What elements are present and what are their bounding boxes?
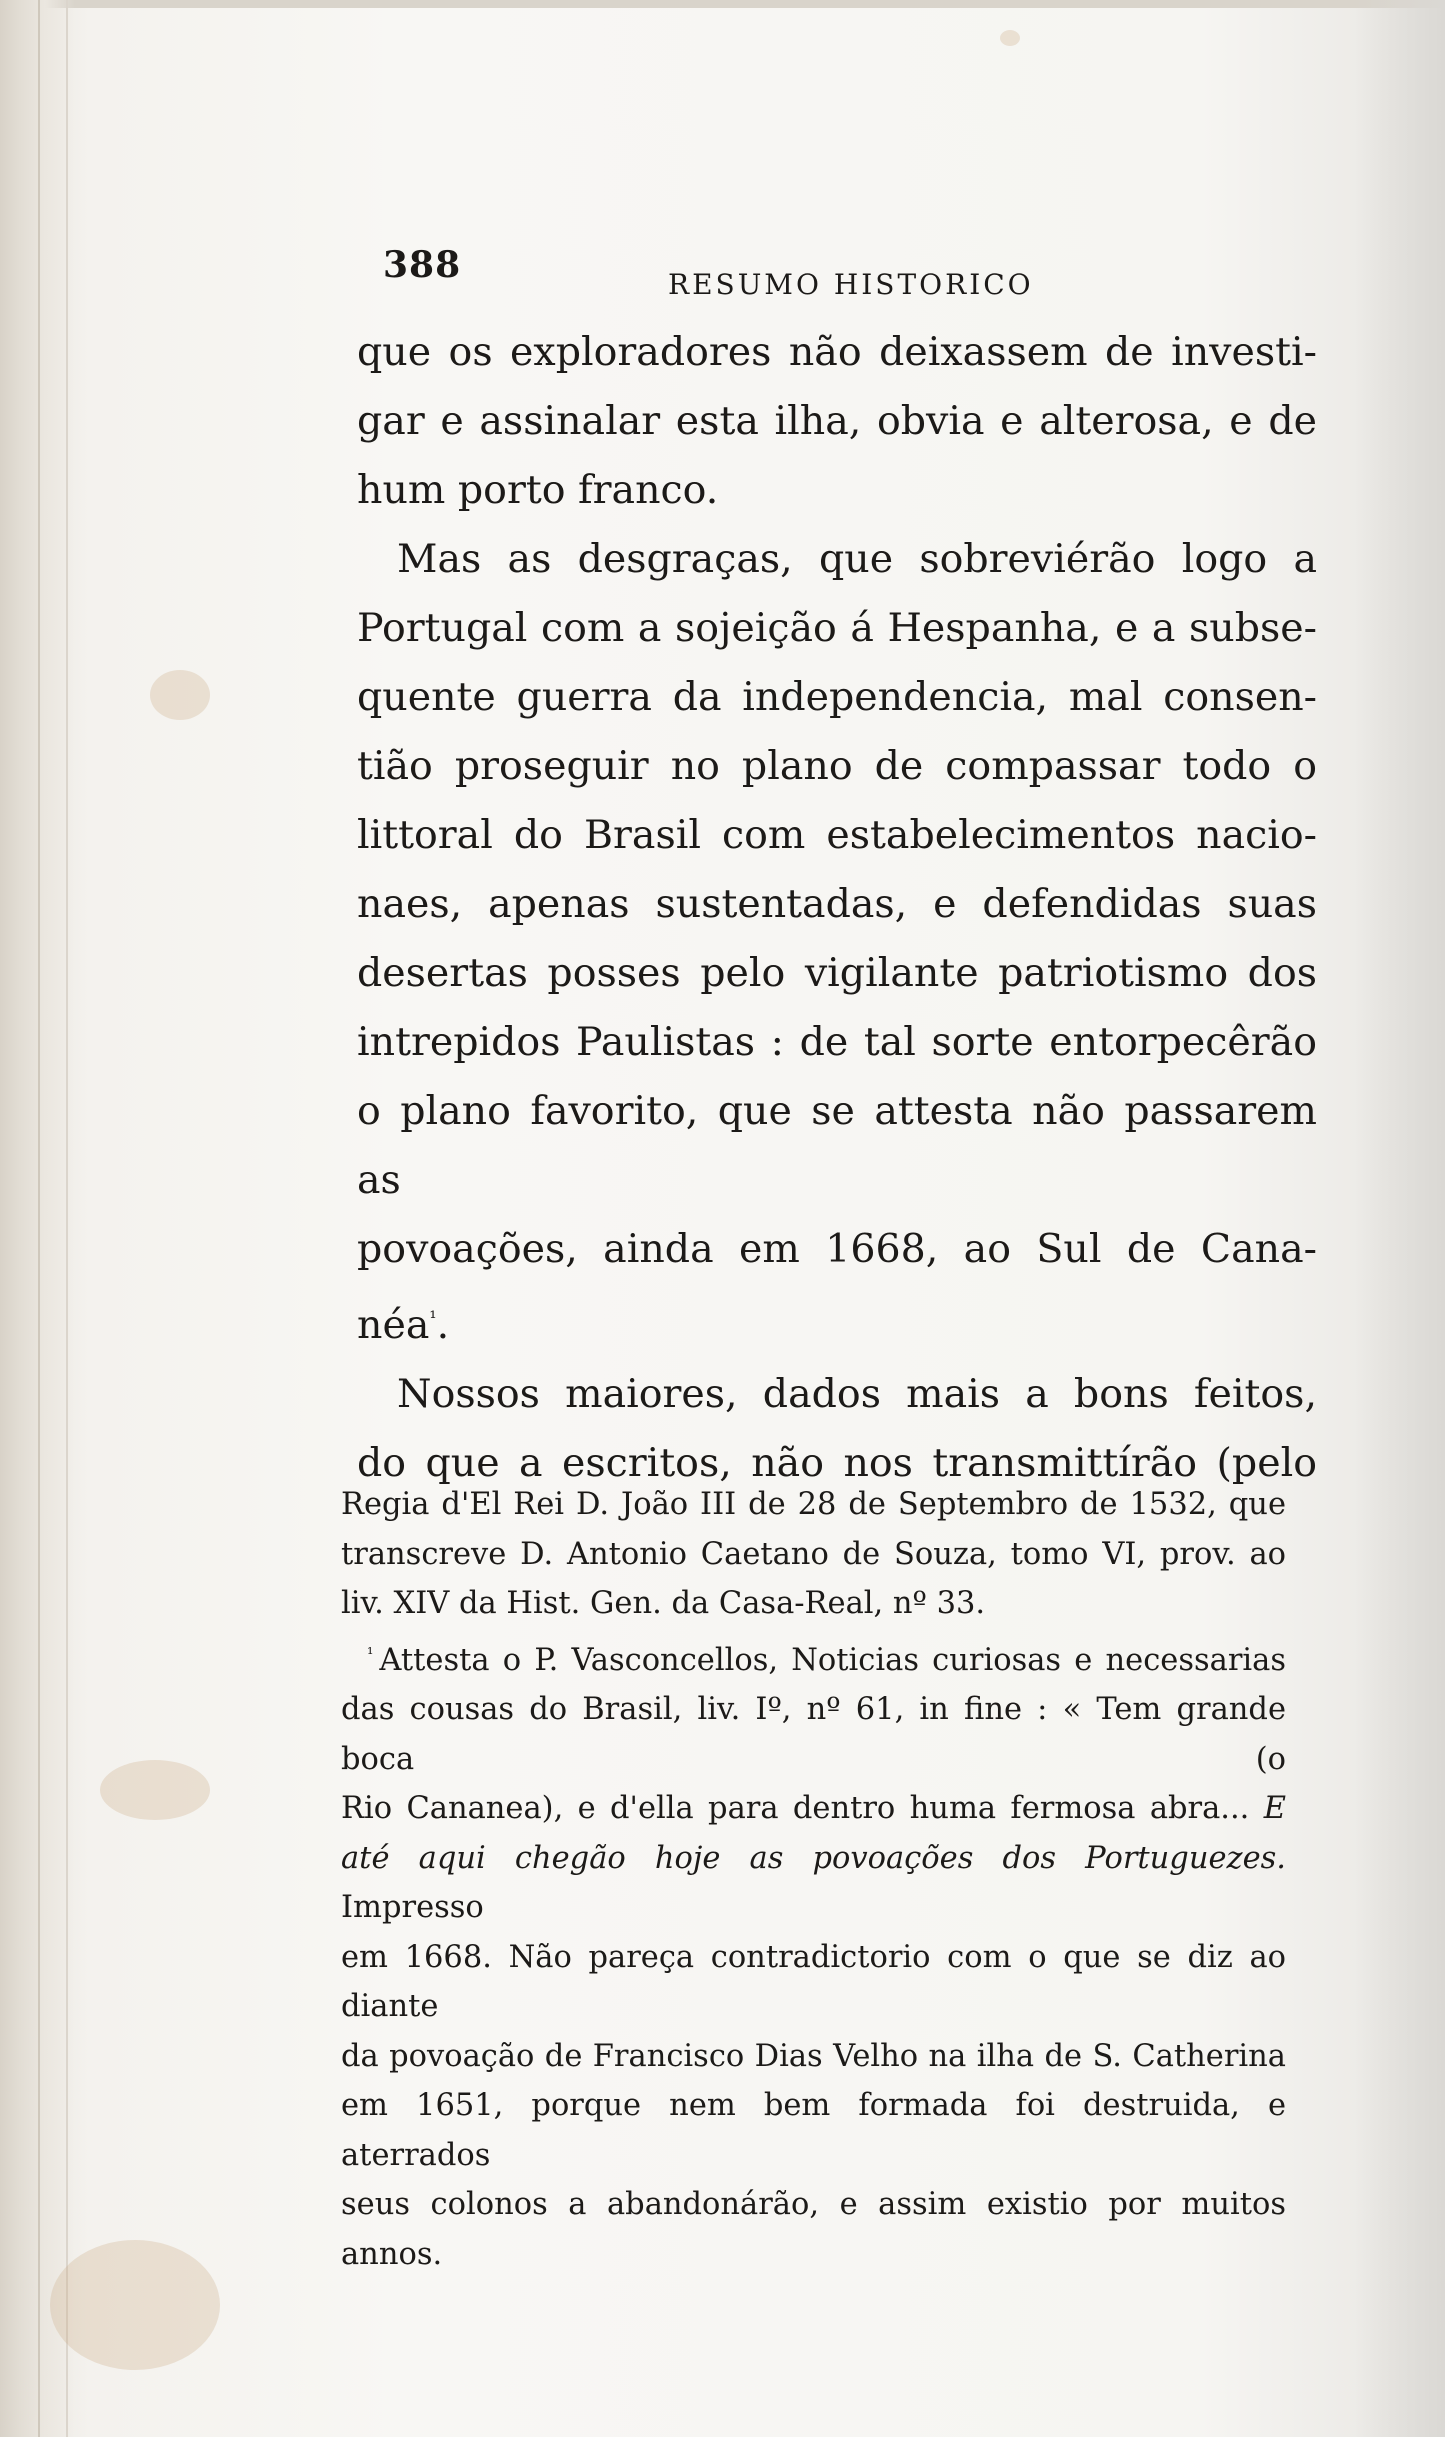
footnote-line: Regia d'El Rei D. João III de 28 de Septembro de 1532, que [341, 1487, 1286, 1522]
footnote-line: transcreve D. Antonio Caetano de Souza, tomo VI, prov. ao [341, 1536, 1286, 1572]
text-line: hum porto franco. [357, 467, 719, 513]
text-line: Nossos maiores, dados mais a bons feitos, [397, 1371, 1317, 1418]
page-edge-shadow [1355, 0, 1445, 2437]
text-line: o plano favorito, que se attesta não passarem as [357, 1088, 1317, 1203]
text-line: Portugal com a sojeição á Hespanha, e a subse- [357, 605, 1317, 651]
text-line: quente guerra da independencia, mal consen- [357, 674, 1317, 720]
text-line [357, 1284, 1317, 1360]
footnote-line: da povoação de Francisco Dias Velho na ilha de S. Catherina [341, 2038, 1286, 2074]
foxing-stain [50, 2240, 220, 2370]
footnote-line [341, 1784, 1286, 1834]
text-line: Mas as desgraças, que sobreviérão logo a [397, 536, 1317, 582]
footnote-line [341, 1629, 1286, 1686]
footnote-line [341, 1834, 1286, 1933]
running-head: RESUMO HISTORICO [668, 268, 1034, 301]
text-fragment: Rio Cananea), e d'ella para dentro huma fermosa abra... [341, 1791, 1264, 1827]
footnote-line: liv. XIV da Hist. Gen. da Casa-Real, nº 33. [341, 1586, 986, 1621]
text-line: gar e assinalar esta ilha, obvia e alterosa, e de [357, 398, 1317, 444]
text-fragment: Impresso [341, 1890, 484, 1926]
footnote-line: das cousas do Brasil, liv. Iº, nº 61, in fine : « Tem grande boca (o [341, 1692, 1286, 1777]
italic-fragment: E [1263, 1791, 1286, 1827]
text-fragment: néa [357, 1302, 430, 1349]
text-line: que os exploradores não deixassem de investi- [357, 329, 1317, 375]
footnote-line: em 1651, porque nem bem formada foi destruida, e aterrados [341, 2088, 1286, 2173]
foxing-stain [1000, 30, 1020, 46]
foxing-stain [100, 1760, 210, 1820]
footnote-reference: ¹ [429, 1308, 437, 1329]
foxing-stain [150, 670, 210, 720]
text-fragment: . [436, 1302, 450, 1349]
footnotes [341, 1480, 1286, 2279]
top-edge [0, 0, 1445, 8]
footnote-line: seus colonos a abandonárão, e assim existio por muitos annos. [341, 2187, 1286, 2272]
footnote-mark: ¹ [367, 1643, 374, 1663]
page-number: 388 [383, 244, 462, 286]
text-line: littoral do Brasil com estabelecimentos nacio- [357, 812, 1317, 858]
italic-fragment: até aqui chegão hoje as povoações dos Portuguezes. [341, 1840, 1286, 1876]
text-line: naes, apenas sustentadas, e defendidas suas [357, 881, 1317, 927]
main-text [357, 318, 1317, 1498]
text-line: do que a escritos, não nos transmittírão (pelo [357, 1440, 1317, 1487]
text-line: desertas posses pelo vigilante patriotismo dos [357, 950, 1317, 996]
footnote-line: em 1668. Não pareça contradictorio com o que se diz ao diante [341, 1939, 1286, 2025]
gutter-line [38, 0, 40, 2437]
text-line: tião proseguir no plano de compassar todo o [357, 743, 1317, 789]
gutter-line [66, 0, 68, 2437]
text-line: povoações, ainda em 1668, ao Sul de Cana- [357, 1226, 1317, 1272]
text-line: intrepidos Paulistas : de tal sorte entorpecêrão [357, 1019, 1317, 1065]
text-fragment: Attesta o P. Vasconcellos, Noticias curiosas e necessarias [379, 1642, 1286, 1678]
